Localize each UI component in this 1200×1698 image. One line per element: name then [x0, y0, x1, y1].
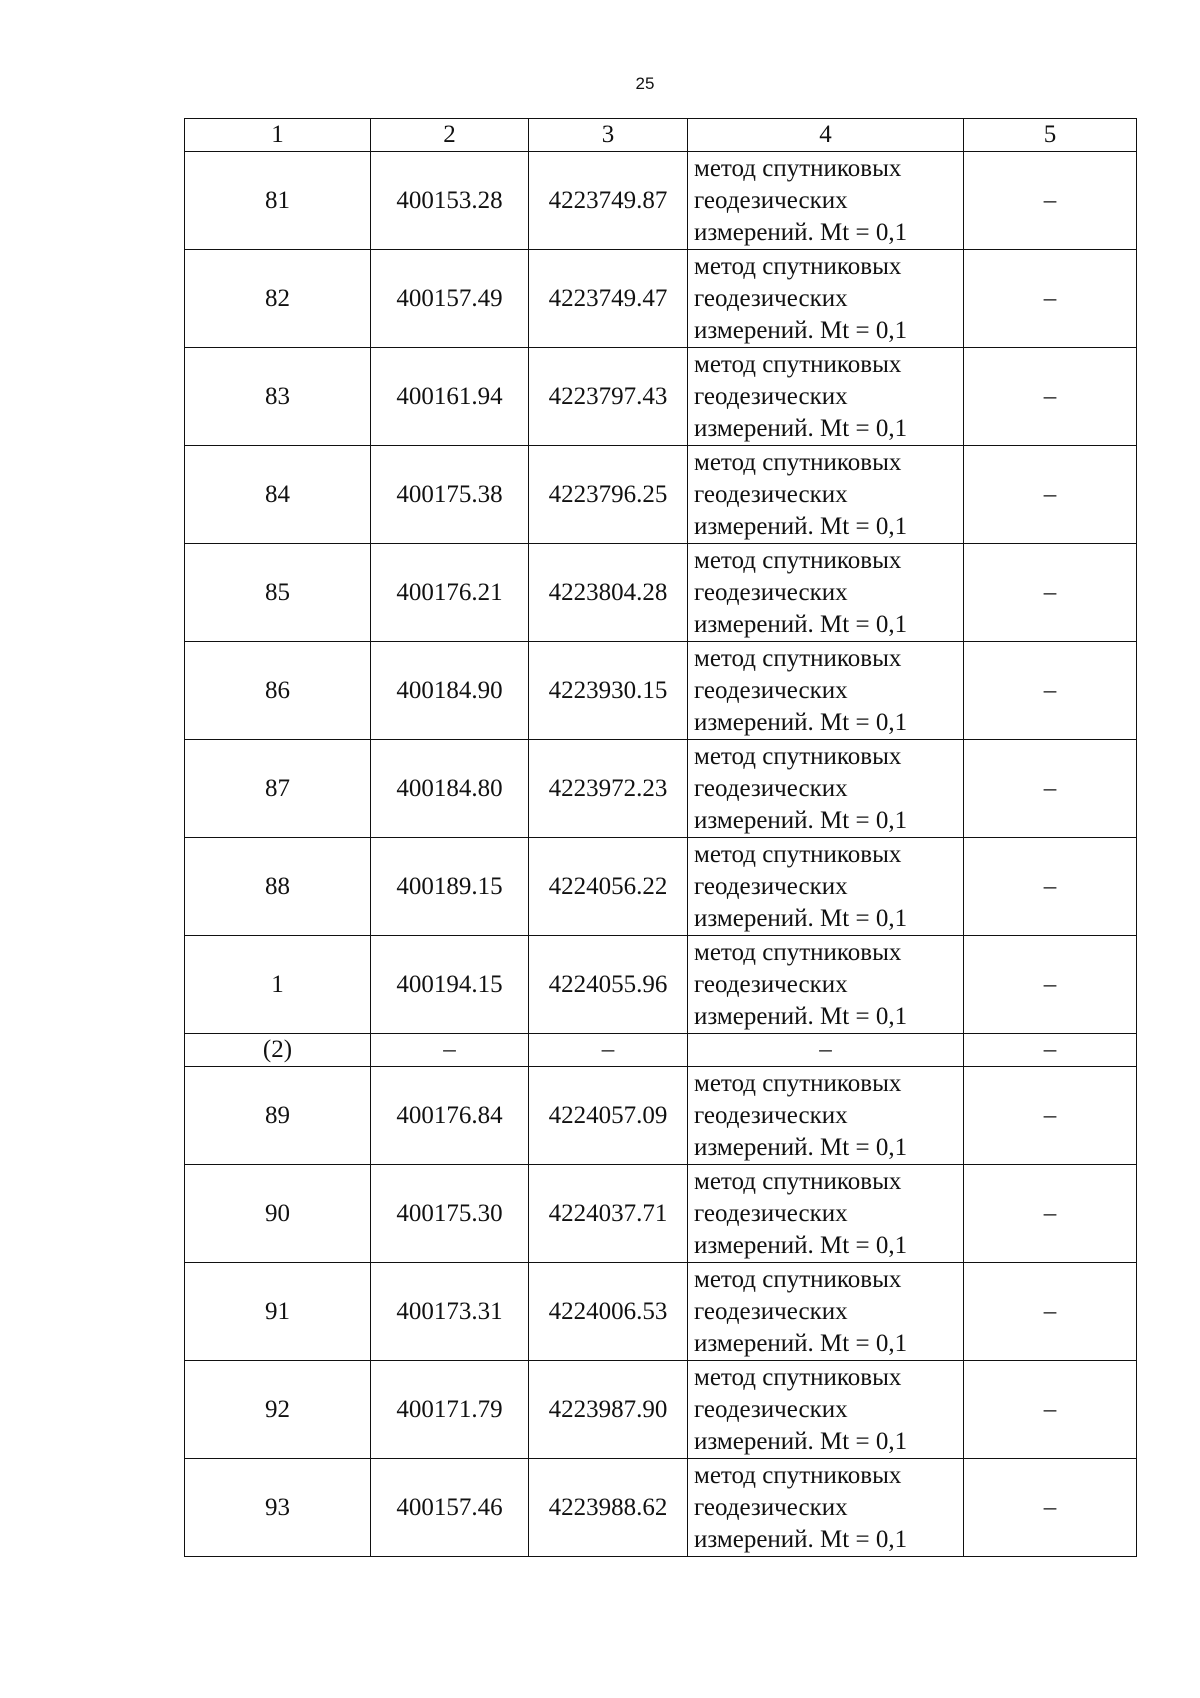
table-row: [185, 642, 1137, 740]
point-number-cell: 87: [185, 740, 371, 838]
method-cell: метод спутниковых геодезических измерений. Mt = 0,1: [688, 446, 964, 544]
y-coordinate-cell: 4223804.28: [529, 544, 688, 642]
error-cell: –: [964, 250, 1137, 348]
y-coordinate-cell: 4224057.09: [529, 1067, 688, 1165]
error-cell: –: [964, 1263, 1137, 1361]
x-coordinate-cell: 400184.80: [371, 740, 529, 838]
y-coordinate-cell: –: [529, 1034, 688, 1067]
point-number-cell: 86: [185, 642, 371, 740]
error-cell: –: [964, 544, 1137, 642]
point-number-cell: 91: [185, 1263, 371, 1361]
separator-row: [185, 1034, 1137, 1067]
point-number-cell: 88: [185, 838, 371, 936]
header-cell-4: 4: [688, 119, 964, 152]
x-coordinate-cell: 400184.90: [371, 642, 529, 740]
method-cell: метод спутниковых геодезических измерений. Mt = 0,1: [688, 544, 964, 642]
y-coordinate-cell: 4223749.47: [529, 250, 688, 348]
header-cell-5: 5: [964, 119, 1137, 152]
point-number-cell: 89: [185, 1067, 371, 1165]
table-row: [185, 936, 1137, 1034]
table-row: [185, 1067, 1137, 1165]
x-coordinate-cell: 400175.38: [371, 446, 529, 544]
coordinates-table: [184, 118, 1137, 1557]
point-number-cell: 93: [185, 1459, 371, 1557]
point-number-cell: 83: [185, 348, 371, 446]
method-cell: метод спутниковых геодезических измерений. Mt = 0,1: [688, 348, 964, 446]
table-row: [185, 446, 1137, 544]
x-coordinate-cell: 400176.21: [371, 544, 529, 642]
table-row: [185, 838, 1137, 936]
table-row: [185, 152, 1137, 250]
x-coordinate-cell: 400175.30: [371, 1165, 529, 1263]
error-cell: –: [964, 348, 1137, 446]
y-coordinate-cell: 4223930.15: [529, 642, 688, 740]
x-coordinate-cell: 400157.46: [371, 1459, 529, 1557]
error-cell: –: [964, 152, 1137, 250]
method-cell: метод спутниковых геодезических измерений. Mt = 0,1: [688, 1165, 964, 1263]
header-cell-3: 3: [529, 119, 688, 152]
x-coordinate-cell: 400189.15: [371, 838, 529, 936]
error-cell: –: [964, 936, 1137, 1034]
x-coordinate-cell: 400153.28: [371, 152, 529, 250]
table-row: [185, 1459, 1137, 1557]
y-coordinate-cell: 4223988.62: [529, 1459, 688, 1557]
point-number-cell: 1: [185, 936, 371, 1034]
point-number-cell: (2): [185, 1034, 371, 1067]
y-coordinate-cell: 4223972.23: [529, 740, 688, 838]
y-coordinate-cell: 4223796.25: [529, 446, 688, 544]
method-cell: метод спутниковых геодезических измерений. Mt = 0,1: [688, 740, 964, 838]
table-row: [185, 250, 1137, 348]
y-coordinate-cell: 4224055.96: [529, 936, 688, 1034]
coordinates-table-body: [185, 119, 1137, 1557]
error-cell: –: [964, 838, 1137, 936]
method-cell: метод спутниковых геодезических измерений. Mt = 0,1: [688, 1361, 964, 1459]
error-cell: –: [964, 1034, 1137, 1067]
method-cell: метод спутниковых геодезических измерений. Mt = 0,1: [688, 642, 964, 740]
error-cell: –: [964, 740, 1137, 838]
table-row: [185, 1263, 1137, 1361]
y-coordinate-cell: 4224006.53: [529, 1263, 688, 1361]
method-cell: –: [688, 1034, 964, 1067]
header-cell-1: 1: [185, 119, 371, 152]
y-coordinate-cell: 4223797.43: [529, 348, 688, 446]
x-coordinate-cell: –: [371, 1034, 529, 1067]
point-number-cell: 90: [185, 1165, 371, 1263]
table-row: [185, 740, 1137, 838]
table-row: [185, 544, 1137, 642]
page-number: 25: [635, 74, 655, 93]
x-coordinate-cell: 400173.31: [371, 1263, 529, 1361]
point-number-cell: 81: [185, 152, 371, 250]
table-row: [185, 348, 1137, 446]
error-cell: –: [964, 1459, 1137, 1557]
point-number-cell: 82: [185, 250, 371, 348]
table-row: [185, 1361, 1137, 1459]
error-cell: –: [964, 1067, 1137, 1165]
header-row: [185, 119, 1137, 152]
error-cell: –: [964, 446, 1137, 544]
table-row: [185, 1165, 1137, 1263]
y-coordinate-cell: 4224037.71: [529, 1165, 688, 1263]
point-number-cell: 85: [185, 544, 371, 642]
method-cell: метод спутниковых геодезических измерений. Mt = 0,1: [688, 152, 964, 250]
x-coordinate-cell: 400194.15: [371, 936, 529, 1034]
method-cell: метод спутниковых геодезических измерений. Mt = 0,1: [688, 250, 964, 348]
header-cell-2: 2: [371, 119, 529, 152]
method-cell: метод спутниковых геодезических измерений. Mt = 0,1: [688, 1263, 964, 1361]
method-cell: метод спутниковых геодезических измерений. Mt = 0,1: [688, 936, 964, 1034]
method-cell: метод спутниковых геодезических измерений. Mt = 0,1: [688, 1067, 964, 1165]
y-coordinate-cell: 4224056.22: [529, 838, 688, 936]
y-coordinate-cell: 4223749.87: [529, 152, 688, 250]
x-coordinate-cell: 400176.84: [371, 1067, 529, 1165]
method-cell: метод спутниковых геодезических измерений. Mt = 0,1: [688, 1459, 964, 1557]
x-coordinate-cell: 400161.94: [371, 348, 529, 446]
method-cell: метод спутниковых геодезических измерений. Mt = 0,1: [688, 838, 964, 936]
error-cell: –: [964, 1361, 1137, 1459]
error-cell: –: [964, 642, 1137, 740]
x-coordinate-cell: 400171.79: [371, 1361, 529, 1459]
x-coordinate-cell: 400157.49: [371, 250, 529, 348]
error-cell: –: [964, 1165, 1137, 1263]
y-coordinate-cell: 4223987.90: [529, 1361, 688, 1459]
point-number-cell: 92: [185, 1361, 371, 1459]
point-number-cell: 84: [185, 446, 371, 544]
